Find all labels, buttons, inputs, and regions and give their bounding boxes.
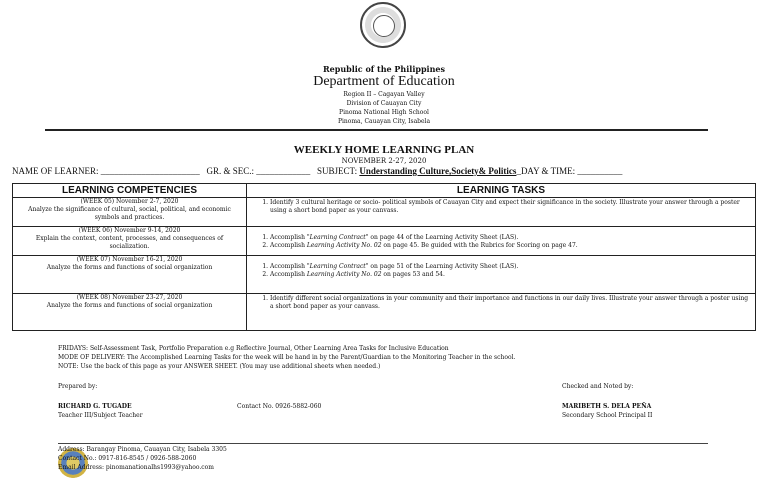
subject-label: SUBJECT:: [317, 166, 358, 176]
competency-cell: [13, 227, 247, 256]
subject-value: Understanding Culture,Society& Politics: [359, 166, 517, 176]
table-row: [13, 256, 756, 294]
competency-text: Explain the context, content, processes, and consequences of socialization.: [35, 235, 224, 250]
table-row: [13, 227, 756, 256]
department-heading: Department of Education: [313, 74, 455, 89]
table-row: [13, 294, 756, 331]
week-label: (WEEK 07) November 16-21, 2020: [76, 256, 183, 263]
footer-contact: Contact No.: 0917-816-8545 / 0926-588-2060: [58, 455, 197, 462]
date-range: NOVEMBER 2-27, 2020: [341, 157, 427, 165]
week-label: (WEEK 06) November 9-14, 2020: [78, 227, 181, 234]
delivery-note: MODE OF DELIVERY: The Accomplished Learning Tasks for the week will be hand in by the Parent/Guardian to the Monitoring Teacher in the school.: [58, 354, 516, 361]
table-row: [13, 198, 756, 227]
task-item: 1. Identify different social organizations in your community and their importance and functions in our daily lives. Illustrate your answer through a poster using a short bond paper as your canvass.: [270, 295, 752, 311]
week-label: (WEEK 08) November 23-27, 2020: [76, 294, 183, 301]
task-item: 1. Identify 3 cultural heritage or socio- political symbols of Cauayan City and expect their significance in the society. Illustrate your answer through a poster using a short bond paper as your canvass.: [270, 199, 752, 215]
deped-seal-logo: [360, 2, 406, 48]
footer-email: Email Address: pinomanationalhs1993@yahoo.com: [58, 464, 214, 471]
learning-plan-table: [12, 183, 756, 331]
week-label: (WEEK 05) November 2-7, 2020: [80, 198, 179, 205]
republic-heading: Republic of the Philippines: [322, 64, 445, 74]
day-time-label: _DAY & TIME: __________: [516, 166, 623, 176]
header-divider: [45, 129, 708, 131]
footer-address: Address: Barangay Pinoma, Cauayan City, Isabela 3305: [58, 446, 227, 453]
competency-cell: [13, 198, 247, 227]
task-item: 2. Accomplish Learning Activity No. 02 on page 45. Be guided with the Rubrics for Scoring on page 47.: [270, 242, 752, 250]
tasks-cell: [247, 294, 756, 331]
checked-by-title: Secondary School Principal II: [562, 412, 653, 419]
contact-number: Contact No. 0926-5882-060: [237, 403, 322, 410]
learner-info-line: [12, 166, 762, 176]
competency-cell: [13, 294, 247, 331]
table-header-row: [13, 184, 756, 198]
prepared-by-name: RICHARD G. TUGADE: [58, 403, 132, 410]
footer-contact-block: [58, 445, 227, 472]
tasks-cell: [247, 256, 756, 294]
answer-sheet-note: NOTE: Use the back of this page as your ANSWER SHEET. (You may use additional sheets when needed.): [58, 363, 381, 370]
region-line: Region II – Cagayan Valley: [343, 91, 425, 98]
page-title: WEEKLY HOME LEARNING PLAN: [293, 144, 475, 156]
checked-by-name: MARIBETH S. DELA PEÑA: [562, 403, 652, 410]
tasks-header: LEARNING TASKS: [247, 184, 756, 198]
tasks-cell: [247, 198, 756, 227]
school-line: Pinoma National High School: [339, 109, 429, 116]
checked-by-label: Checked and Noted by:: [562, 383, 634, 390]
task-item: 1. Accomplish "Learning Contract" on page 51 of the Learning Activity Sheet (LAS).: [270, 263, 752, 271]
notes-block: [58, 344, 738, 371]
grade-section-label: GR. & SEC.: ____________: [206, 166, 311, 176]
competency-text: Analyze the forms and functions of social organization: [46, 264, 213, 271]
competencies-header: LEARNING COMPETENCIES: [13, 184, 247, 198]
prepared-by-label: Prepared by:: [58, 383, 98, 390]
competency-cell: [13, 256, 247, 294]
fridays-note: FRIDAYS: Self-Assessment Task, Portfolio Preparation e.g Reflective Journal, Other Learning Area Tasks for Inclusive Education: [58, 345, 449, 352]
school-address-line: Pinoma, Cauayan City, Isabela: [337, 118, 431, 125]
competency-text: Analyze the significance of cultural, social, political, and economic symbols and practices.: [28, 206, 231, 221]
learner-name-label: NAME OF LEARNER: ______________________: [12, 166, 200, 176]
footer-divider: [58, 443, 708, 444]
prepared-by-title: Teacher III/Subject Teacher: [58, 412, 143, 419]
division-line: Division of Cauayan City: [346, 100, 422, 107]
task-item: 1. Accomplish "Learning Contract" on page 44 of the Learning Activity Sheet (LAS).: [270, 234, 752, 242]
tasks-cell: [247, 227, 756, 256]
competency-text: Analyze the forms and functions of social organization: [46, 302, 213, 309]
task-item: 2. Accomplish Learning Activity No. 02 on pages 53 and 54.: [270, 271, 752, 279]
